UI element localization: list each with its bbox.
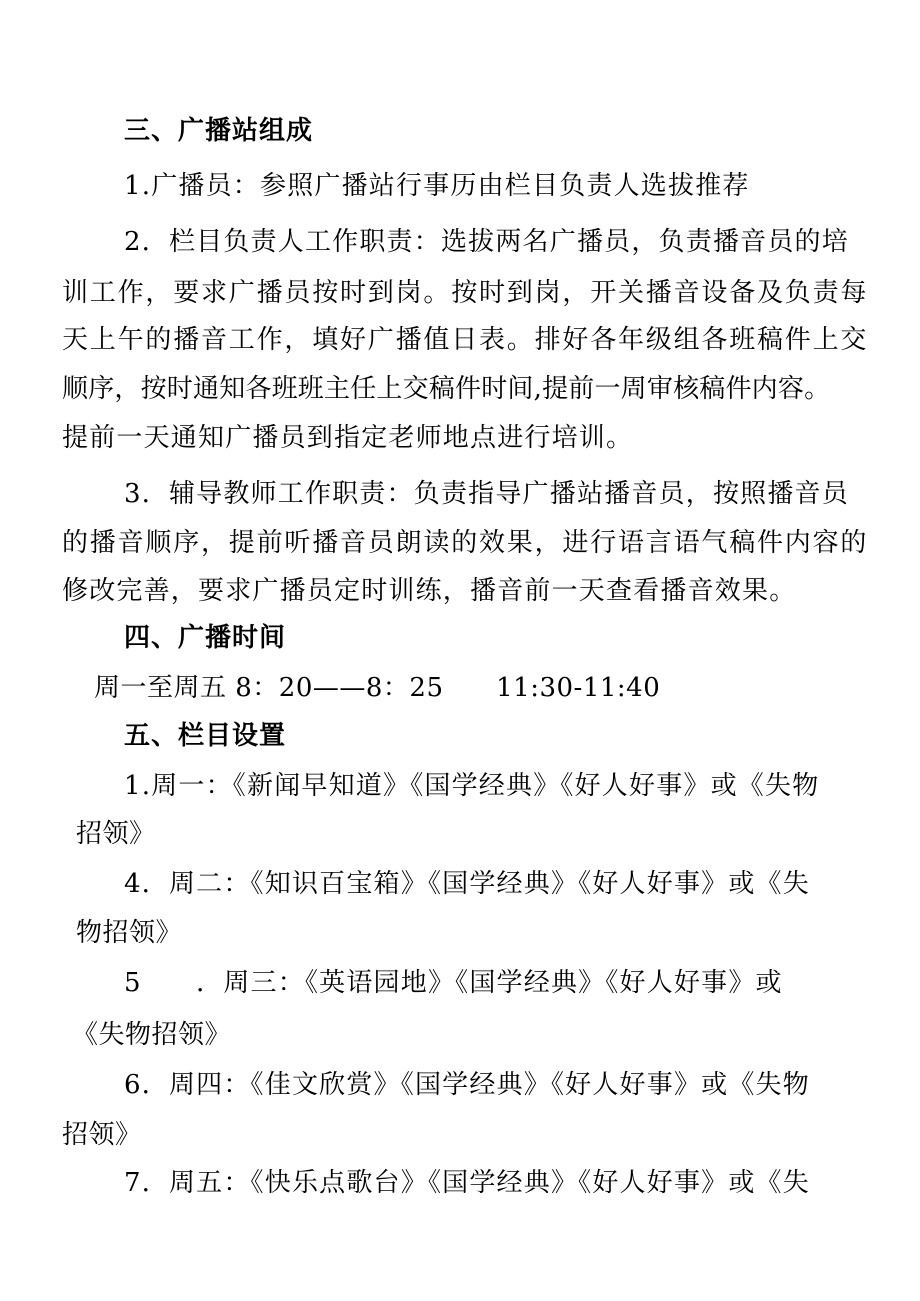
schedule-friday-line-1: 7．周五：《快乐点歌台》《国学经典》《好人好事》或《失 [124,1168,810,1198]
schedule-thursday-line-1: 6．周四：《佳文欣赏》《国学经典》《好人好事》或《失物 [124,1070,810,1100]
paragraph-tutor-line-1: 3．辅导教师工作职责：负责指导广播站播音员，按照播音员 [124,479,849,509]
paragraph-column-lead-line-3: 天上午的播音工作，填好广播值日表。排好各年级组各班稿件上交 [62,325,869,355]
paragraph-column-lead-line-5: 提前一天通知广播员到指定老师地点进行培训。 [62,423,634,453]
broadcast-time-schedule: 周一至周五 8：20——8：25 11:30-11:40 [94,673,661,703]
schedule-wednesday-line-1: 5 ．周三：《英语园地》《国学经典》《好人好事》或 [124,968,783,998]
schedule-thursday-line-2: 招领》 [62,1120,142,1150]
schedule-wednesday-line-2: 《失物招领》 [72,1020,232,1050]
section-heading-program-setup: 五、栏目设置 [124,721,287,751]
section-heading-broadcast-time: 四、广播时间 [124,623,287,653]
schedule-monday-line-1: 1.周一：《新闻早知道》《国学经典》《好人好事》或《失物 [124,771,820,801]
paragraph-broadcaster: 1.广播员：参照广播站行事历由栏目负责人选拔推荐 [124,171,750,201]
schedule-monday-line-2: 招领》 [76,819,156,849]
paragraph-tutor-line-2: 的播音顺序，提前听播音员朗读的效果，进行语言语气稿件内容的 [62,528,869,558]
schedule-tuesday-line-2: 物招领》 [76,918,183,948]
paragraph-tutor-line-3: 修改完善，要求广播员定时训练，播音前一天查看播音效果。 [62,576,797,606]
paragraph-column-lead-line-1: 2．栏目负责人工作职责：选拔两名广播员，负责播音员的培 [124,227,849,257]
paragraph-column-lead-line-4: 顺序，按时通知各班班主任上交稿件时间,提前一周审核稿件内容。 [62,374,831,404]
section-heading-broadcast-station: 三、广播站组成 [124,116,314,146]
paragraph-column-lead-line-2: 训工作，要求广播员按时到岗。按时到岗，开关播音设备及负责每 [62,278,869,308]
schedule-tuesday-line-1: 4．周二：《知识百宝箱》《国学经典》《好人好事》或《失 [124,869,810,899]
